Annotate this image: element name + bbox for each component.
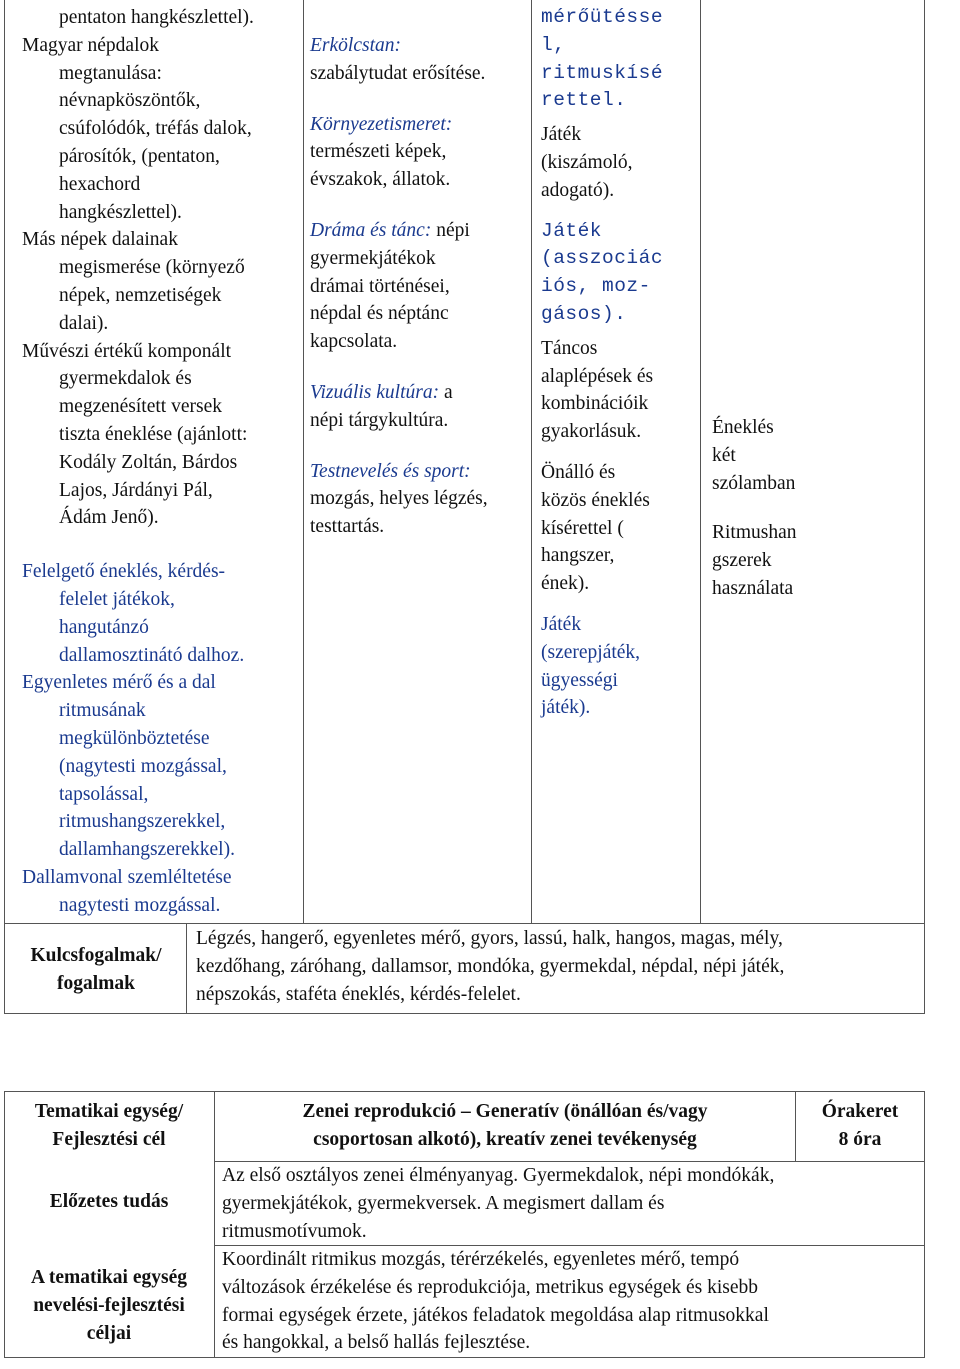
col3-mono-line: rettel. [541, 89, 627, 112]
col1-line: népek, nemzetiségek [59, 284, 222, 306]
col1-activity-line: Egyenletes mérő és a dal [22, 672, 216, 694]
col1-activity-line: nagytesti mozgással. [59, 894, 221, 916]
col1-line: Kodály Zoltán, Bárdos [59, 451, 238, 473]
col1-activity-line: megkülönböztetése [59, 727, 210, 749]
col3-game-counting [541, 121, 701, 204]
col1-activity-line: Felelgető éneklés, kérdés- [22, 561, 226, 583]
subject-link-0 [310, 32, 532, 88]
subject-label-line [310, 458, 532, 486]
thematic-unit-label [6, 1098, 212, 1154]
subject-text-line: gyermekjátékok [310, 247, 436, 269]
keywords-text [196, 925, 922, 1008]
subject-text-line: drámai történései, [310, 275, 450, 297]
subject-link-1 [310, 111, 532, 194]
subject-text-line: évszakok, állatok. [310, 169, 451, 191]
subject-text-line: mozgás, helyes légzés, [310, 488, 488, 510]
col1-song-list [22, 4, 307, 532]
upper-keywords-top-border [4, 923, 925, 924]
lower-left-border [4, 1091, 5, 1358]
col1-line: megismerése (környező [59, 257, 245, 279]
col1-line: megtanulása: [59, 62, 162, 84]
col1-activity-line: ritmusának [59, 700, 146, 722]
col1-activity-line: Dallamvonal szemléltetése [22, 866, 232, 888]
prior-knowledge-line: ritmusmotívumok. [222, 1220, 367, 1242]
goals-text-line: formai egységek érzete, játékos feladatok megoldása alap ritmusokkal [222, 1304, 769, 1326]
col1-line: Művészi értékű komponált [22, 340, 232, 362]
col4-line: gszerek [712, 550, 772, 572]
goals-label-line: nevelési-fejlesztési [33, 1294, 185, 1316]
lower-hours-divider [795, 1091, 796, 1162]
subject-text-line: testtartás. [310, 516, 385, 538]
col3-line: (szerepjáték, [541, 641, 641, 663]
col3-activities [541, 4, 701, 722]
keywords-label-line: Kulcsfogalmak/ [30, 945, 162, 966]
subject-link-2 [310, 217, 532, 356]
col1-line: párosítók, (pentaton, [59, 145, 220, 167]
col1-line: pentaton hangkészlettel). [59, 7, 254, 28]
col3-mono-line: ritmuskísé [541, 61, 664, 84]
col3-mono-b [541, 218, 701, 329]
keywords-divider [186, 923, 187, 1014]
keywords-text-line: népszokás, staféta éneklés, kérdés-felelet. [196, 983, 521, 1005]
col4-line: használata [712, 577, 794, 599]
col3-line: alaplépések és [541, 365, 654, 387]
col1-line: névnapköszöntők, [59, 90, 201, 112]
col1-activity-line: dallamosztinátó dalhoz. [59, 644, 245, 666]
subject-label-rest: népi [431, 219, 470, 241]
thematic-title-line: Zenei reprodukció – Generatív (önállóan és/vagy [302, 1101, 708, 1122]
col3-line: adogató). [541, 179, 615, 201]
col3-singing [541, 459, 701, 598]
col3-line: kombinációik [541, 393, 649, 415]
col1-line: Magyar népdalok [22, 34, 159, 56]
col1-line: Ádám Jenő). [59, 507, 159, 529]
col3-mono-line: iós, moz- [541, 275, 651, 298]
keywords-text-line: kezdőhang, záróhang, dallamsor, mondóka, gyermekdal, népdal, népi játék, [196, 955, 785, 977]
thematic-unit-title [216, 1098, 794, 1154]
lower-label-divider [214, 1091, 215, 1358]
subject-label: Erkölcstan: [310, 35, 401, 56]
col4-two-part-singing [712, 414, 912, 497]
col1-line: gyermekdalok és [59, 368, 192, 390]
col1-activity-line: tapsolással, [59, 783, 149, 805]
col3-line: Játék [541, 124, 582, 146]
lower-right-border [924, 1091, 925, 1358]
col3-line: Táncos [541, 337, 598, 359]
thematic-label-line: Fejlesztési cél [52, 1128, 166, 1150]
thematic-label-line: Tematikai egység/ [34, 1101, 184, 1122]
col1-content [22, 4, 307, 920]
col4-rhythm-instruments [712, 519, 912, 602]
goals-text-line: változások érzékelése és reprodukciója, metrikus egységek és kisebb [222, 1276, 759, 1298]
goals-text-line: és hangokkal, a belső hallás fejlesztése. [222, 1332, 531, 1354]
col3-line: ének). [541, 573, 590, 595]
col3-line: Önálló és [541, 461, 616, 483]
subject-text-line: szabálytudat erősítése. [310, 62, 486, 84]
unit-goals-text [222, 1246, 922, 1357]
keywords-text-line: Légzés, hangerő, egyenletes mérő, gyors, lassú, halk, hangos, magas, mély, [196, 928, 783, 949]
upper-table-bottom-border [4, 1013, 925, 1014]
subject-text-line: népdal és néptánc [310, 303, 449, 325]
goals-label-line: A tematikai egység [31, 1267, 187, 1288]
hours-allocation [797, 1098, 923, 1154]
col3-line: közös éneklés [541, 489, 650, 511]
col1-line: csúfolódók, tréfás dalok, [59, 118, 252, 140]
subject-text-line: természeti képek, [310, 141, 447, 163]
col3-role-play [541, 611, 701, 722]
col1-activities [22, 558, 307, 919]
subject-label: Környezetismeret: [310, 113, 453, 135]
goals-text-line: Koordinált ritmikus mozgás, térérzékelés, egyenletes mérő, tempó [222, 1249, 740, 1270]
lower-table-top-border [4, 1091, 925, 1092]
subject-text-line: népi tárgykultúra. [310, 409, 449, 431]
subject-label: Dráma és tánc: [310, 219, 432, 241]
col4-line: Éneklés [712, 417, 774, 438]
subject-label-line [310, 111, 532, 139]
thematic-title-line: csoportosan alkotó), kreatív zenei tevékenység [313, 1128, 697, 1150]
col1-line: tiszta éneklése (ajánlott: [59, 423, 248, 445]
col3-dance-steps [541, 335, 701, 446]
col1-line: hexachord [59, 173, 141, 195]
subject-label-line [310, 217, 532, 245]
subject-text-line: kapcsolata. [310, 331, 398, 353]
subject-label-line [310, 32, 532, 60]
goals-label-line: céljai [86, 1322, 132, 1344]
col3-mono-line: l, [541, 33, 566, 56]
subject-label: Vizuális kultúra: [310, 381, 440, 403]
prior-knowledge-line: Az első osztályos zenei élményanyag. Gyermekdalok, népi mondókák, [222, 1165, 775, 1186]
keywords-label-line: fogalmak [57, 972, 135, 994]
col1-activity-line: (nagytesti mozgással, [59, 755, 227, 777]
subject-label-line [310, 379, 532, 407]
unit-goals-label [6, 1264, 212, 1347]
col1-line: dalai). [59, 312, 109, 334]
col3-line: gyakorlásuk. [541, 421, 642, 443]
subject-label: Testnevelés és sport: [310, 460, 471, 482]
col3-mono-line: mérőütésse [541, 6, 664, 28]
col1-activity-line: felelet játékok, [59, 588, 175, 610]
col4-line: Ritmushan [712, 522, 797, 544]
col1-activity-line: hangutánzó [59, 616, 149, 638]
col1-activity-line: ritmushangszerekkel, [59, 811, 226, 833]
col4-line: két [712, 444, 736, 466]
col4-line: szólamban [712, 472, 796, 494]
col3-line: játék). [541, 697, 591, 719]
col2-cross-curricular [310, 32, 532, 564]
col1-line: Lajos, Járdányi Pál, [59, 479, 213, 501]
subject-label-rest: a [439, 381, 453, 403]
col3-mono-line: gásos). [541, 302, 627, 325]
col3-mono-a [541, 4, 701, 115]
col3-line: hangszer, [541, 545, 615, 567]
prior-knowledge-label: Előzetes tudás [49, 1191, 169, 1212]
col3-mono-line: Játék [541, 219, 603, 242]
upper-table-left-border [4, 0, 5, 1014]
col1-activity-line: dallamhangszerekkel). [59, 839, 235, 861]
col4-activities [712, 414, 912, 603]
col3-line: Játék [541, 613, 582, 635]
hours-line: 8 óra [838, 1128, 882, 1150]
subject-link-4 [310, 458, 532, 541]
col1-line: Más népek dalainak [22, 229, 178, 251]
upper-table-right-border [924, 0, 925, 1014]
prior-knowledge-line: gyermekjátékok, gyermekversek. A megismert dallam és [222, 1192, 665, 1214]
keywords-label [6, 942, 186, 998]
hours-line: Órakeret [821, 1101, 899, 1122]
col3-line: kísérettel ( [541, 517, 624, 539]
col1-line: hangkészlettel). [59, 201, 182, 223]
subject-link-3 [310, 379, 532, 435]
col3-line: ügyességi [541, 669, 618, 691]
col1-line: megzenésített versek [59, 396, 222, 418]
col3-mono-line: (asszociác [541, 247, 664, 270]
prior-knowledge-text [222, 1162, 922, 1245]
col3-line: (kiszámoló, [541, 151, 633, 173]
